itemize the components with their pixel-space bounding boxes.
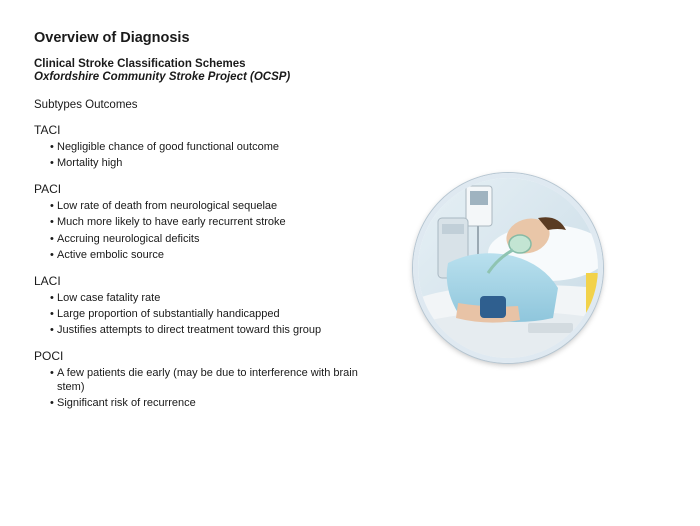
bullet-list — [34, 291, 374, 337]
subtitle: Clinical Stroke Classification Schemes — [34, 58, 246, 70]
list-item: • Justifies attempts to direct treatment toward this group — [50, 323, 374, 337]
subtitle-ocsp: Oxfordshire Community Stroke Project (OCSP) — [34, 71, 291, 83]
list-item: • A few patients die early (may be due to interference with brain stem) — [50, 366, 374, 394]
section-heading: TACI — [34, 123, 61, 137]
bullet-list — [34, 199, 374, 262]
subtypes-outcomes-label: Subtypes Outcomes — [34, 99, 138, 111]
bullet-list — [34, 366, 374, 410]
section-taci — [34, 123, 374, 170]
patient-photo — [413, 173, 603, 363]
list-item: • Negligible chance of good functional outcome — [50, 140, 374, 154]
patient-illustration — [418, 178, 598, 358]
section-laci — [34, 274, 374, 337]
list-item: • Accruing neurological deficits — [50, 232, 374, 246]
section-paci — [34, 182, 374, 262]
list-item: • Active embolic source — [50, 248, 374, 262]
list-item: • Much more likely to have early recurrent stroke — [50, 215, 374, 229]
bullet-list — [34, 140, 374, 170]
list-item: • Low rate of death from neurological sequelae — [50, 199, 374, 213]
section-heading: POCI — [34, 349, 64, 364]
section-heading: PACI — [34, 182, 62, 197]
list-item: • Significant risk of recurrence — [50, 396, 374, 410]
page-title: Overview of Diagnosis — [34, 30, 190, 46]
section-poci — [34, 349, 374, 410]
slide-content — [34, 30, 374, 413]
list-item: • Large proportion of substantially handicapped — [50, 307, 374, 321]
list-item: • Low case fatality rate — [50, 291, 374, 305]
section-heading: LACI — [34, 273, 61, 288]
list-item: • Mortality high — [50, 156, 374, 170]
